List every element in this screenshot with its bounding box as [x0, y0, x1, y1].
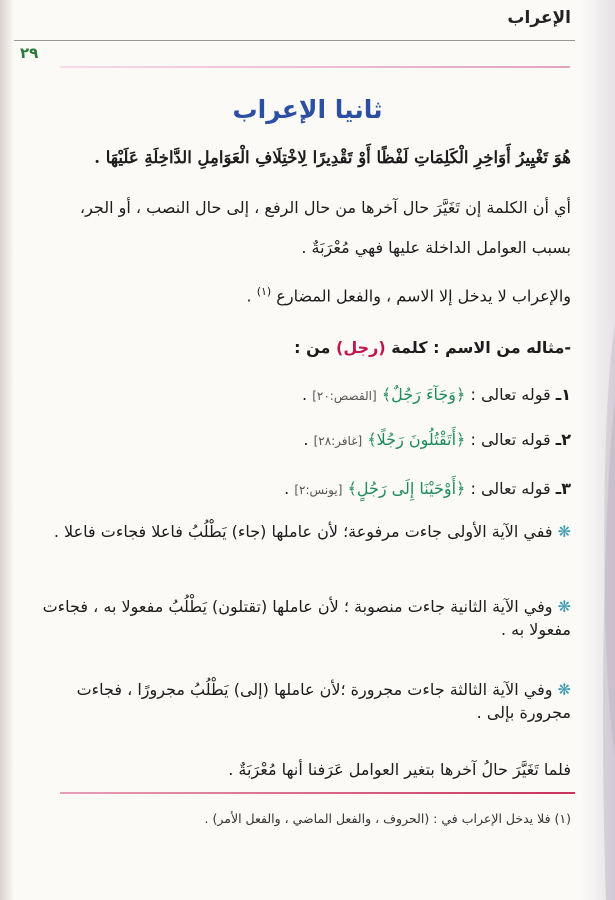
page-edge-decoration	[581, 0, 615, 900]
scope-paragraph	[20, 284, 571, 308]
verse-lead: قوله تعالى :	[470, 479, 551, 498]
quran-verse: ﴿أَتَقْتُلُونَ رَجُلًا﴾	[367, 430, 466, 449]
explanation-item-text: وفي الآية الثالثة جاءت مجرورة ؛لأن عاملها (إلى) يَطْلُبُ مجرورًا ، فجاءت مجرورة بإلى .	[76, 680, 571, 723]
verse-number: ١ـ	[555, 385, 571, 404]
verse-tail: .	[302, 385, 308, 404]
verse-lead: قوله تعالى :	[470, 385, 551, 404]
explanation-line-1: أي أن الكلمة إن تَغَيَّرَ حال آخرها من حال الرفع ، إلى حال النصب ، أو الجر،	[79, 198, 571, 217]
star-bullet-icon: ❋	[557, 597, 571, 616]
verse-lead: قوله تعالى :	[470, 430, 551, 449]
example-intro-after: من :	[294, 338, 331, 357]
footnote-marker[interactable]: (١)	[256, 285, 272, 298]
page-number: ٢٩	[20, 44, 39, 62]
decorative-rule	[60, 66, 570, 68]
verse-tail: .	[284, 479, 290, 498]
verse-line	[20, 383, 571, 406]
explanation-item-text: ففي الآية الأولى جاءت مرفوعة؛ لأن عاملها (جاء) يَطْلُبُ فاعلا فجاءت فاعلا .	[53, 522, 553, 541]
quran-verse: ﴿وَجَآءَ رَجُلٌ﴾	[381, 385, 466, 404]
footnote-rule	[60, 792, 575, 794]
star-bullet-icon: ❋	[557, 680, 571, 699]
example-intro	[20, 336, 571, 359]
verse-reference: [القصص:٢٠]	[312, 389, 377, 403]
page-gutter-shadow	[0, 0, 14, 900]
example-intro-before: -مثاله من الاسم : كلمة	[391, 338, 571, 357]
verse-number: ٣ـ	[555, 479, 571, 498]
explanation-item	[20, 595, 571, 641]
star-bullet-icon: ❋	[557, 522, 571, 541]
verse-line	[20, 477, 571, 500]
running-title: الإعراب	[507, 8, 571, 28]
conclusion-text: فلما تَغَيَّرَ حالُ آخرها بتغير العوامل عَرَفنا أنها مُعْرَبَةٌ .	[228, 760, 571, 779]
example-word: (رجل)	[336, 338, 386, 357]
quran-verse: ﴿أَوْحَيْنَا إِلَى رَجُلٍ﴾	[347, 479, 466, 498]
explanation-line-2: بسبب العوامل الداخلة عليها فهي مُعْرَبَةٌ .	[301, 238, 571, 257]
explanation-item-text: وفي الآية الثانية جاءت منصوبة ؛ لأن عاملها (تقتلون) يَطْلُبُ مفعولا به ، فجاءت مفعولا به .	[42, 597, 571, 640]
footnote-text: (١) فلا يدخل الإعراب في : (الحروف ، والفعل الماضي ، والفعل الأمر) .	[204, 811, 571, 826]
verse-tail: .	[303, 430, 309, 449]
explanation-item	[20, 678, 571, 724]
verse-number: ٢ـ	[555, 430, 571, 449]
verse-reference: [يونس:٢]	[294, 483, 343, 497]
verse-line	[20, 428, 571, 451]
explanation-item	[20, 520, 571, 543]
section-title: ثانيا الإعراب	[232, 95, 383, 124]
header-rule	[14, 40, 575, 41]
definition-text: هُوَ تَغْيِيرُ أَوَاخِرِ الْكَلِمَاتِ لَفْظًا أَوْ تَقْدِيرًا لِاخْتِلَافِ الْعَوَامِلِ الدَّاخِلَةِ عَلَيْهَا .	[94, 148, 571, 167]
scope-text: والإعراب لا يدخل إلا الاسم ، والفعل المضارع	[276, 286, 571, 306]
verse-reference: [غافر:٢٨]	[313, 434, 363, 448]
scope-tail: .	[246, 286, 252, 306]
